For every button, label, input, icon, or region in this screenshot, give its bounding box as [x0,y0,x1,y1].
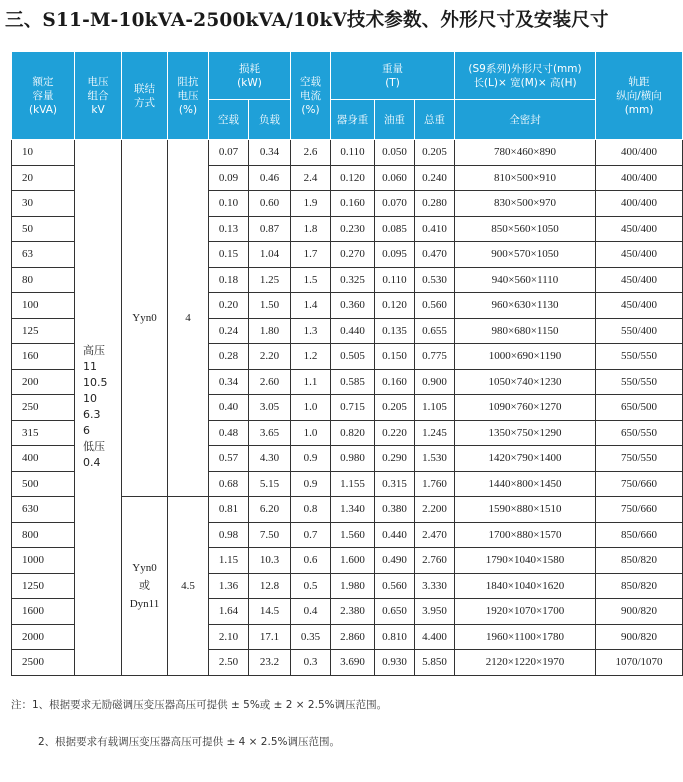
cell-noload-current: 0.9 [291,446,331,472]
cell-weight-oil: 0.060 [375,165,415,191]
voltage-group-line: 6.3 [83,408,101,422]
cell-weight-body: 1.600 [331,548,375,574]
cell-gauge: 650/550 [596,420,683,446]
cell-weight-oil: 0.085 [375,216,415,242]
header-impedance: 阻抗 电压 (%) [168,52,209,140]
cell-weight-oil: 0.160 [375,369,415,395]
cell-gauge: 450/400 [596,242,683,268]
cell-dimensions: 1960×1100×1780 [455,624,596,650]
cell-capacity: 10 [12,140,75,166]
cell-weight-total: 1.105 [415,395,455,421]
cell-loss-load: 0.46 [249,165,291,191]
cell-weight-body: 0.230 [331,216,375,242]
cell-weight-total: 0.205 [415,140,455,166]
cell-capacity: 250 [12,395,75,421]
cell-loss-noload: 1.15 [209,548,249,574]
cell-dimensions: 1090×760×1270 [455,395,596,421]
cell-loss-load: 2.60 [249,369,291,395]
cell-loss-noload: 0.48 [209,420,249,446]
cell-noload-current: 1.7 [291,242,331,268]
cell-dimensions: 1000×690×1190 [455,344,596,370]
cell-capacity: 400 [12,446,75,472]
cell-capacity: 500 [12,471,75,497]
cell-noload-current: 1.1 [291,369,331,395]
cell-noload-current: 0.6 [291,548,331,574]
header-voltage-combo: 电压 组合 kV [75,52,122,140]
note-1: 注：1、根据要求无励磁调压变压器高压可提供 ± 5%或 ± 2 × 2.5%调压范围。 [11,699,388,711]
cell-weight-oil: 0.050 [375,140,415,166]
cell-gauge: 450/400 [596,293,683,319]
cell-gauge: 850/820 [596,573,683,599]
cell-weight-total: 1.760 [415,471,455,497]
cell-loss-load: 0.34 [249,140,291,166]
cell-gauge: 900/820 [596,599,683,625]
header-loss: 损耗 (kW) [209,52,291,100]
cell-weight-body: 0.505 [331,344,375,370]
cell-noload-current: 0.7 [291,522,331,548]
cell-weight-body: 0.110 [331,140,375,166]
connection-line: Yyn0 [132,312,157,324]
cell-weight-body: 0.585 [331,369,375,395]
cell-loss-noload: 0.40 [209,395,249,421]
cell-gauge: 750/660 [596,471,683,497]
cell-weight-oil: 0.220 [375,420,415,446]
cell-weight-total: 1.530 [415,446,455,472]
cell-gauge: 750/550 [596,446,683,472]
cell-weight-body: 0.440 [331,318,375,344]
cell-noload-current: 0.35 [291,624,331,650]
cell-weight-total: 2.760 [415,548,455,574]
cell-noload-current: 2.6 [291,140,331,166]
cell-loss-noload: 0.81 [209,497,249,523]
spec-table [11,51,683,676]
cell-loss-load: 14.5 [249,599,291,625]
cell-loss-noload: 0.15 [209,242,249,268]
cell-capacity: 20 [12,165,75,191]
header-dimensions-sub: 全密封 [455,100,596,140]
cell-loss-noload: 0.68 [209,471,249,497]
cell-loss-noload: 0.07 [209,140,249,166]
cell-weight-oil: 0.810 [375,624,415,650]
cell-weight-oil: 0.135 [375,318,415,344]
cell-loss-noload: 2.10 [209,624,249,650]
cell-weight-body: 0.980 [331,446,375,472]
cell-impedance: 4 [168,140,209,497]
voltage-group-line: 低压 [83,440,105,454]
cell-gauge: 400/400 [596,165,683,191]
header-dimensions: (S9系列)外形尺寸(mm) 长(L)× 宽(M)× 高(H) [455,52,596,100]
cell-gauge: 550/550 [596,344,683,370]
cell-weight-total: 3.330 [415,573,455,599]
note-2: 2、根据要求有载调压变压器高压可提供 ± 4 × 2.5%调压范围。 [38,736,340,748]
cell-dimensions: 1440×800×1450 [455,471,596,497]
cell-loss-load: 1.04 [249,242,291,268]
cell-gauge: 450/400 [596,216,683,242]
cell-loss-load: 12.8 [249,573,291,599]
cell-capacity: 2000 [12,624,75,650]
cell-capacity: 200 [12,369,75,395]
cell-dimensions: 850×560×1050 [455,216,596,242]
cell-weight-body: 0.325 [331,267,375,293]
cell-loss-load: 3.05 [249,395,291,421]
header-rated-capacity: 额定 容量 (kVA) [12,52,75,140]
cell-loss-noload: 0.18 [209,267,249,293]
cell-weight-body: 3.690 [331,650,375,676]
cell-capacity: 1000 [12,548,75,574]
cell-loss-load: 23.2 [249,650,291,676]
cell-dimensions: 1590×880×1510 [455,497,596,523]
cell-noload-current: 0.8 [291,497,331,523]
cell-loss-load: 0.87 [249,216,291,242]
cell-weight-oil: 0.440 [375,522,415,548]
voltage-group-line: 高压 [83,344,105,358]
cell-dimensions: 2120×1220×1970 [455,650,596,676]
cell-gauge: 1070/1070 [596,650,683,676]
cell-weight-body: 1.340 [331,497,375,523]
cell-weight-total: 4.400 [415,624,455,650]
cell-noload-current: 0.9 [291,471,331,497]
cell-noload-current: 1.2 [291,344,331,370]
cell-dimensions: 1050×740×1230 [455,369,596,395]
cell-noload-current: 1.3 [291,318,331,344]
cell-weight-body: 2.380 [331,599,375,625]
cell-noload-current: 1.0 [291,420,331,446]
cell-loss-noload: 0.28 [209,344,249,370]
cell-noload-current: 0.4 [291,599,331,625]
cell-weight-oil: 0.650 [375,599,415,625]
header-weight-total: 总重 [415,100,455,140]
cell-loss-load: 1.25 [249,267,291,293]
cell-weight-total: 0.775 [415,344,455,370]
header-weight-body: 器身重 [331,100,375,140]
cell-loss-load: 17.1 [249,624,291,650]
cell-noload-current: 1.0 [291,395,331,421]
connection-line: 或 [139,579,150,592]
cell-weight-total: 3.950 [415,599,455,625]
cell-dimensions: 940×560×1110 [455,267,596,293]
cell-dimensions: 1700×880×1570 [455,522,596,548]
cell-loss-noload: 0.98 [209,522,249,548]
connection-line: Dyn11 [129,597,160,610]
cell-noload-current: 1.8 [291,216,331,242]
cell-loss-noload: 2.50 [209,650,249,676]
cell-gauge: 550/550 [596,369,683,395]
header-gauge: 轨距 纵向/横向 (mm) [596,52,683,140]
cell-weight-body: 0.360 [331,293,375,319]
cell-dimensions: 960×630×1130 [455,293,596,319]
cell-weight-total: 0.240 [415,165,455,191]
cell-weight-total: 0.280 [415,191,455,217]
cell-connection [122,140,168,497]
header-connection: 联结 方式 [122,52,168,140]
cell-loss-noload: 0.13 [209,216,249,242]
cell-weight-total: 0.560 [415,293,455,319]
cell-dimensions: 1790×1040×1580 [455,548,596,574]
cell-weight-total: 0.410 [415,216,455,242]
cell-dimensions: 780×460×890 [455,140,596,166]
cell-loss-load: 10.3 [249,548,291,574]
cell-dimensions: 980×680×1150 [455,318,596,344]
spec-table-body [12,140,683,676]
cell-gauge: 400/400 [596,191,683,217]
cell-capacity: 2500 [12,650,75,676]
cell-weight-total: 1.245 [415,420,455,446]
cell-weight-total: 0.530 [415,267,455,293]
cell-weight-oil: 0.120 [375,293,415,319]
cell-loss-noload: 0.34 [209,369,249,395]
cell-loss-noload: 1.36 [209,573,249,599]
cell-loss-load: 1.80 [249,318,291,344]
cell-weight-oil: 0.290 [375,446,415,472]
cell-weight-body: 1.155 [331,471,375,497]
cell-gauge: 850/660 [596,522,683,548]
cell-loss-load: 5.15 [249,471,291,497]
cell-loss-load: 2.20 [249,344,291,370]
header-weight-oil: 油重 [375,100,415,140]
cell-weight-total: 5.850 [415,650,455,676]
cell-loss-noload: 0.20 [209,293,249,319]
cell-weight-body: 0.820 [331,420,375,446]
cell-dimensions: 900×570×1050 [455,242,596,268]
cell-loss-load: 6.20 [249,497,291,523]
cell-loss-load: 0.60 [249,191,291,217]
voltage-group-line: 10 [83,392,97,406]
cell-impedance: 4.5 [168,497,209,676]
cell-loss-noload: 0.24 [209,318,249,344]
cell-weight-body: 1.980 [331,573,375,599]
header-loss-noload: 空载 [209,100,249,140]
cell-dimensions: 830×500×970 [455,191,596,217]
cell-capacity: 125 [12,318,75,344]
cell-loss-noload: 0.57 [209,446,249,472]
cell-dimensions: 1840×1040×1620 [455,573,596,599]
cell-weight-oil: 0.110 [375,267,415,293]
cell-noload-current: 0.5 [291,573,331,599]
cell-gauge: 550/400 [596,318,683,344]
cell-loss-noload: 0.09 [209,165,249,191]
header-weight: 重量 (T) [331,52,455,100]
cell-noload-current: 0.3 [291,650,331,676]
cell-loss-load: 1.50 [249,293,291,319]
cell-dimensions: 1920×1070×1700 [455,599,596,625]
voltage-group-line: 6 [83,424,90,438]
cell-weight-total: 0.470 [415,242,455,268]
cell-weight-body: 2.860 [331,624,375,650]
cell-capacity: 30 [12,191,75,217]
connection-line: Yyn0 [132,561,157,574]
cell-noload-current: 1.4 [291,293,331,319]
cell-connection [122,497,168,676]
cell-loss-load: 4.30 [249,446,291,472]
cell-noload-current: 1.5 [291,267,331,293]
cell-gauge: 750/660 [596,497,683,523]
table-row [12,140,683,166]
cell-capacity: 160 [12,344,75,370]
voltage-group-line: 11 [83,360,97,374]
voltage-group-line: 0.4 [83,456,101,470]
cell-capacity: 80 [12,267,75,293]
header-loss-load: 负载 [249,100,291,140]
cell-capacity: 50 [12,216,75,242]
cell-weight-body: 0.270 [331,242,375,268]
header-noload-current: 空载 电流 (%) [291,52,331,140]
cell-noload-current: 1.9 [291,191,331,217]
cell-weight-body: 1.560 [331,522,375,548]
cell-capacity: 800 [12,522,75,548]
cell-capacity: 315 [12,420,75,446]
cell-loss-load: 7.50 [249,522,291,548]
cell-loss-noload: 1.64 [209,599,249,625]
cell-weight-oil: 0.315 [375,471,415,497]
cell-voltage-group [75,140,122,676]
cell-loss-noload: 0.10 [209,191,249,217]
cell-weight-oil: 0.380 [375,497,415,523]
cell-weight-oil: 0.095 [375,242,415,268]
cell-weight-total: 2.200 [415,497,455,523]
cell-gauge: 650/500 [596,395,683,421]
cell-weight-oil: 0.150 [375,344,415,370]
cell-weight-oil: 0.205 [375,395,415,421]
cell-dimensions: 810×500×910 [455,165,596,191]
cell-loss-load: 3.65 [249,420,291,446]
cell-capacity: 100 [12,293,75,319]
cell-gauge: 450/400 [596,267,683,293]
cell-weight-oil: 0.490 [375,548,415,574]
cell-weight-oil: 0.930 [375,650,415,676]
cell-weight-oil: 0.560 [375,573,415,599]
cell-weight-body: 0.160 [331,191,375,217]
cell-dimensions: 1420×790×1400 [455,446,596,472]
cell-capacity: 1600 [12,599,75,625]
cell-weight-total: 2.470 [415,522,455,548]
cell-noload-current: 2.4 [291,165,331,191]
cell-weight-body: 0.120 [331,165,375,191]
cell-weight-total: 0.900 [415,369,455,395]
cell-capacity: 630 [12,497,75,523]
cell-capacity: 63 [12,242,75,268]
cell-dimensions: 1350×750×1290 [455,420,596,446]
cell-gauge: 900/820 [596,624,683,650]
cell-weight-oil: 0.070 [375,191,415,217]
cell-capacity: 1250 [12,573,75,599]
page-title: 三、S11-M-10kVA-2500kVA/10kV技术参数、外形尺寸及安装尺寸 [5,10,609,31]
cell-weight-total: 0.655 [415,318,455,344]
cell-weight-body: 0.715 [331,395,375,421]
voltage-group-line: 10.5 [83,376,108,390]
cell-gauge: 400/400 [596,140,683,166]
cell-gauge: 850/820 [596,548,683,574]
